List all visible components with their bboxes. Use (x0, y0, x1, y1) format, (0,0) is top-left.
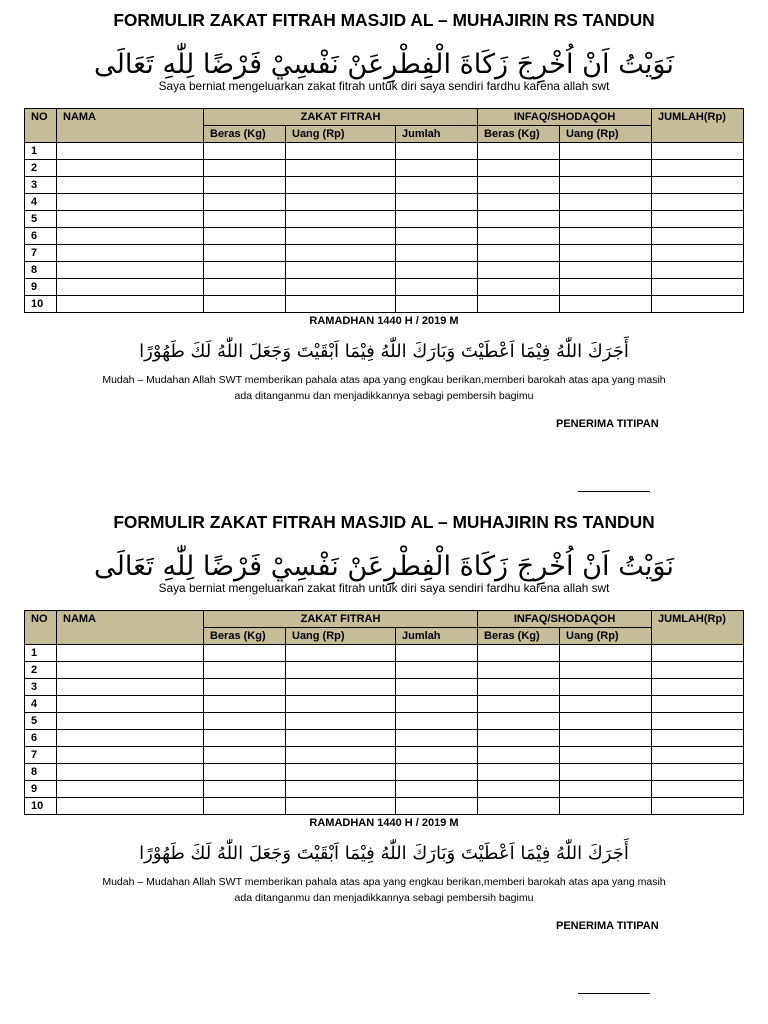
cell-infaq-beras (478, 696, 560, 713)
cell-jumlah-total (652, 211, 744, 228)
cell-infaq-beras (478, 228, 560, 245)
cell-infaq-beras (478, 798, 560, 815)
cell-zakat-beras (204, 662, 286, 679)
table-row (25, 696, 744, 713)
cell-zakat-jumlah (396, 194, 478, 211)
cell-infaq-beras (478, 245, 560, 262)
cell-infaq-beras (478, 713, 560, 730)
cell-infaq-uang (560, 160, 652, 177)
header-nama: NAMA (57, 611, 204, 645)
cell-nama (57, 747, 204, 764)
niat-arabic (0, 47, 768, 83)
table-row (25, 228, 744, 245)
cell-infaq-beras (478, 730, 560, 747)
row-number: 10 (25, 296, 57, 313)
row-number: 8 (25, 764, 57, 781)
zakat-fitrah-form (0, 0, 768, 502)
form-title (0, 10, 768, 30)
cell-nama (57, 211, 204, 228)
niat-arabic-text: نَوَيْتُ اَنْ اُخْرِجَ زَكَاةَ الْفِطْرِعَنْ نَفْسِيْ فَرْضًا لِلّٰهِ تَعَالَى (94, 551, 674, 582)
cell-infaq-uang (560, 245, 652, 262)
cell-zakat-uang (286, 662, 396, 679)
header-no: NO (25, 109, 57, 143)
row-number: 3 (25, 177, 57, 194)
niat-arabic (0, 549, 768, 585)
table-row (25, 764, 744, 781)
cell-infaq-uang (560, 296, 652, 313)
header-no: NO (25, 611, 57, 645)
cell-zakat-uang (286, 279, 396, 296)
header-zakat-fitrah: ZAKAT FITRAH (204, 611, 478, 628)
table-row (25, 177, 744, 194)
cell-jumlah-total (652, 245, 744, 262)
cell-zakat-uang (286, 194, 396, 211)
cell-infaq-beras (478, 781, 560, 798)
cell-zakat-uang (286, 747, 396, 764)
table-header (25, 109, 744, 143)
niat-translation (0, 581, 768, 595)
cell-zakat-beras (204, 177, 286, 194)
table-row (25, 679, 744, 696)
table-row (25, 730, 744, 747)
cell-jumlah-total (652, 194, 744, 211)
cell-zakat-beras (204, 679, 286, 696)
cell-zakat-uang (286, 781, 396, 798)
cell-infaq-beras (478, 679, 560, 696)
cell-zakat-jumlah (396, 713, 478, 730)
cell-nama (57, 228, 204, 245)
cell-zakat-jumlah (396, 662, 478, 679)
cell-jumlah-total (652, 747, 744, 764)
cell-nama (57, 245, 204, 262)
cell-zakat-jumlah (396, 798, 478, 815)
table-row (25, 279, 744, 296)
doa-arabic (0, 838, 768, 870)
row-number: 7 (25, 747, 57, 764)
row-number: 5 (25, 211, 57, 228)
niat-translation-text: Saya berniat mengeluarkan zakat fitrah untuk diri saya sendiri fardhu karena allah swt (158, 79, 610, 93)
row-number: 9 (25, 279, 57, 296)
receiver-label: PENERIMA TITIPAN (556, 418, 659, 430)
cell-infaq-uang (560, 194, 652, 211)
cell-zakat-uang (286, 764, 396, 781)
cell-infaq-uang (560, 764, 652, 781)
row-number: 2 (25, 662, 57, 679)
header-infaq-shodaqoh: INFAQ/SHODAQOH (478, 109, 652, 126)
cell-zakat-uang (286, 228, 396, 245)
doa-translation-text: ada ditanganmu dan menjadikkannya sebagi pembersih bagimu (234, 390, 534, 402)
cell-nama (57, 696, 204, 713)
cell-jumlah-total (652, 730, 744, 747)
header-infaq-beras: Beras (Kg) (478, 126, 560, 143)
cell-zakat-jumlah (396, 696, 478, 713)
cell-zakat-uang (286, 730, 396, 747)
row-number: 4 (25, 696, 57, 713)
header-row-1 (25, 611, 744, 628)
header-zakat-beras: Beras (Kg) (204, 126, 286, 143)
cell-infaq-beras (478, 279, 560, 296)
cell-infaq-beras (478, 143, 560, 160)
row-number: 7 (25, 245, 57, 262)
cell-zakat-jumlah (396, 730, 478, 747)
cell-jumlah-total (652, 679, 744, 696)
cell-nama (57, 262, 204, 279)
header-nama: NAMA (57, 109, 204, 143)
cell-infaq-uang (560, 713, 652, 730)
cell-infaq-uang (560, 211, 652, 228)
cell-nama (57, 679, 204, 696)
table-row (25, 160, 744, 177)
cell-jumlah-total (652, 662, 744, 679)
cell-jumlah-total (652, 160, 744, 177)
header-zakat-jumlah: Jumlah (396, 126, 478, 143)
cell-zakat-uang (286, 696, 396, 713)
cell-nama (57, 296, 204, 313)
cell-zakat-jumlah (396, 747, 478, 764)
cell-zakat-jumlah (396, 177, 478, 194)
cell-zakat-jumlah (396, 764, 478, 781)
row-number: 8 (25, 262, 57, 279)
cell-nama (57, 764, 204, 781)
cell-zakat-jumlah (396, 296, 478, 313)
cell-infaq-beras (478, 645, 560, 662)
form-title (0, 512, 768, 532)
cell-zakat-uang (286, 679, 396, 696)
cell-zakat-beras (204, 194, 286, 211)
header-infaq-beras: Beras (Kg) (478, 628, 560, 645)
cell-infaq-beras (478, 764, 560, 781)
header-infaq-uang: Uang (Rp) (560, 628, 652, 645)
form-title-text: FORMULIR ZAKAT FITRAH MASJID AL – MUHAJIRIN RS TANDUN (113, 512, 655, 532)
cell-zakat-beras (204, 211, 286, 228)
cell-zakat-jumlah (396, 143, 478, 160)
cell-zakat-jumlah (396, 160, 478, 177)
row-number: 9 (25, 781, 57, 798)
table-row (25, 662, 744, 679)
zakat-table (24, 108, 744, 313)
niat-arabic-text: نَوَيْتُ اَنْ اُخْرِجَ زَكَاةَ الْفِطْرِعَنْ نَفْسِيْ فَرْضًا لِلّٰهِ تَعَالَى (94, 49, 674, 80)
cell-infaq-uang (560, 279, 652, 296)
row-number: 10 (25, 798, 57, 815)
cell-zakat-jumlah (396, 228, 478, 245)
table-row (25, 211, 744, 228)
header-zakat-fitrah: ZAKAT FITRAH (204, 109, 478, 126)
cell-zakat-uang (286, 245, 396, 262)
cell-infaq-beras (478, 296, 560, 313)
table-row (25, 645, 744, 662)
cell-infaq-uang (560, 177, 652, 194)
cell-zakat-jumlah (396, 245, 478, 262)
cell-zakat-beras (204, 645, 286, 662)
cell-zakat-uang (286, 713, 396, 730)
cell-zakat-uang (286, 177, 396, 194)
cell-zakat-beras (204, 798, 286, 815)
cell-zakat-jumlah (396, 781, 478, 798)
cell-infaq-uang (560, 262, 652, 279)
cell-infaq-uang (560, 143, 652, 160)
table-row (25, 194, 744, 211)
cell-zakat-uang (286, 211, 396, 228)
table-body (25, 143, 744, 313)
doa-translation-line-1 (0, 875, 768, 889)
cell-infaq-beras (478, 211, 560, 228)
cell-zakat-beras (204, 764, 286, 781)
cell-jumlah-total (652, 279, 744, 296)
cell-jumlah-total (652, 177, 744, 194)
cell-infaq-beras (478, 262, 560, 279)
row-number: 5 (25, 713, 57, 730)
cell-jumlah-total (652, 781, 744, 798)
cell-zakat-beras (204, 713, 286, 730)
cell-zakat-beras (204, 296, 286, 313)
period-label: RAMADHAN 1440 H / 2019 M (309, 315, 459, 327)
cell-jumlah-total (652, 798, 744, 815)
cell-infaq-uang (560, 228, 652, 245)
cell-zakat-uang (286, 262, 396, 279)
cell-zakat-uang (286, 160, 396, 177)
niat-translation-text: Saya berniat mengeluarkan zakat fitrah untuk diri saya sendiri fardhu karena allah swt (158, 581, 610, 595)
header-jumlah-total: JUMLAH(Rp) (652, 109, 744, 143)
table-row (25, 143, 744, 160)
cell-infaq-uang (560, 662, 652, 679)
cell-zakat-jumlah (396, 645, 478, 662)
cell-infaq-uang (560, 747, 652, 764)
header-zakat-uang: Uang (Rp) (286, 628, 396, 645)
table-header (25, 611, 744, 645)
table-row (25, 296, 744, 313)
doa-translation-text: ada ditanganmu dan menjadikkannya sebagi pembersih bagimu (234, 892, 534, 904)
cell-nama (57, 194, 204, 211)
cell-infaq-uang (560, 679, 652, 696)
row-number: 6 (25, 228, 57, 245)
cell-jumlah-total (652, 143, 744, 160)
cell-jumlah-total (652, 228, 744, 245)
doa-arabic-text: أَجَرَكَ اللّٰهُ فِيْمَا اَعْطَيْتَ وَبَارَكَ اللّٰهُ فِيْمَا اَبْقَيْتَ وَجَعَلَ اللّٰهُ لَكَ طَهُوْرًا (139, 341, 629, 362)
cell-nama (57, 160, 204, 177)
cell-jumlah-total (652, 262, 744, 279)
row-number: 3 (25, 679, 57, 696)
cell-infaq-beras (478, 662, 560, 679)
doa-translation-text: Mudah – Mudahan Allah SWT memberikan pahala atas apa yang engkau berikan,memberi barokah atas apa yang masih (102, 876, 666, 888)
doa-translation-line-1 (0, 373, 768, 387)
cell-nama (57, 177, 204, 194)
row-number: 1 (25, 143, 57, 160)
header-zakat-jumlah: Jumlah (396, 628, 478, 645)
cell-zakat-uang (286, 798, 396, 815)
table-row (25, 747, 744, 764)
cell-jumlah-total (652, 713, 744, 730)
cell-zakat-beras (204, 279, 286, 296)
cell-zakat-beras (204, 160, 286, 177)
doa-arabic-text: أَجَرَكَ اللّٰهُ فِيْمَا اَعْطَيْتَ وَبَارَكَ اللّٰهُ فِيْمَا اَبْقَيْتَ وَجَعَلَ اللّٰهُ لَكَ طَهُوْرًا (139, 843, 629, 864)
cell-zakat-jumlah (396, 279, 478, 296)
cell-zakat-beras (204, 143, 286, 160)
cell-zakat-beras (204, 245, 286, 262)
cell-zakat-jumlah (396, 679, 478, 696)
signature-line (578, 491, 650, 492)
header-jumlah-total: JUMLAH(Rp) (652, 611, 744, 645)
header-zakat-beras: Beras (Kg) (204, 628, 286, 645)
table-row (25, 781, 744, 798)
cell-jumlah-total (652, 696, 744, 713)
cell-nama (57, 713, 204, 730)
cell-infaq-uang (560, 730, 652, 747)
cell-infaq-uang (560, 696, 652, 713)
cell-infaq-beras (478, 194, 560, 211)
cell-nama (57, 798, 204, 815)
cell-infaq-uang (560, 781, 652, 798)
niat-translation (0, 79, 768, 93)
table-row (25, 798, 744, 815)
cell-zakat-beras (204, 262, 286, 279)
cell-infaq-beras (478, 160, 560, 177)
cell-zakat-jumlah (396, 211, 478, 228)
cell-zakat-beras (204, 228, 286, 245)
header-zakat-uang: Uang (Rp) (286, 126, 396, 143)
cell-infaq-beras (478, 747, 560, 764)
cell-nama (57, 662, 204, 679)
zakat-table (24, 610, 744, 815)
cell-nama (57, 645, 204, 662)
zakat-fitrah-form (0, 502, 768, 1004)
receiver-label: PENERIMA TITIPAN (556, 920, 659, 932)
doa-translation-line-2 (0, 891, 768, 905)
cell-zakat-uang (286, 143, 396, 160)
period-label: RAMADHAN 1440 H / 2019 M (309, 817, 459, 829)
cell-jumlah-total (652, 764, 744, 781)
row-number: 2 (25, 160, 57, 177)
table-body (25, 645, 744, 815)
signature-line (578, 993, 650, 994)
table-row (25, 245, 744, 262)
cell-nama (57, 781, 204, 798)
form-title-text: FORMULIR ZAKAT FITRAH MASJID AL – MUHAJIRIN RS TANDUN (113, 10, 655, 30)
cell-zakat-jumlah (396, 262, 478, 279)
header-infaq-uang: Uang (Rp) (560, 126, 652, 143)
header-row-1 (25, 109, 744, 126)
cell-zakat-beras (204, 781, 286, 798)
cell-zakat-beras (204, 730, 286, 747)
cell-jumlah-total (652, 296, 744, 313)
cell-jumlah-total (652, 645, 744, 662)
cell-zakat-uang (286, 296, 396, 313)
doa-translation-line-2 (0, 389, 768, 403)
row-number: 1 (25, 645, 57, 662)
header-infaq-shodaqoh: INFAQ/SHODAQOH (478, 611, 652, 628)
cell-zakat-beras (204, 747, 286, 764)
cell-nama (57, 143, 204, 160)
cell-infaq-uang (560, 798, 652, 815)
table-row (25, 262, 744, 279)
doa-translation-text: Mudah – Mudahan Allah SWT memberikan pahala atas apa yang engkau berikan,memberi barokah atas apa yang masih (102, 374, 666, 386)
cell-infaq-uang (560, 645, 652, 662)
cell-zakat-uang (286, 645, 396, 662)
table-row (25, 713, 744, 730)
cell-infaq-beras (478, 177, 560, 194)
row-number: 6 (25, 730, 57, 747)
cell-nama (57, 730, 204, 747)
row-number: 4 (25, 194, 57, 211)
cell-zakat-beras (204, 696, 286, 713)
doa-arabic (0, 336, 768, 368)
cell-nama (57, 279, 204, 296)
